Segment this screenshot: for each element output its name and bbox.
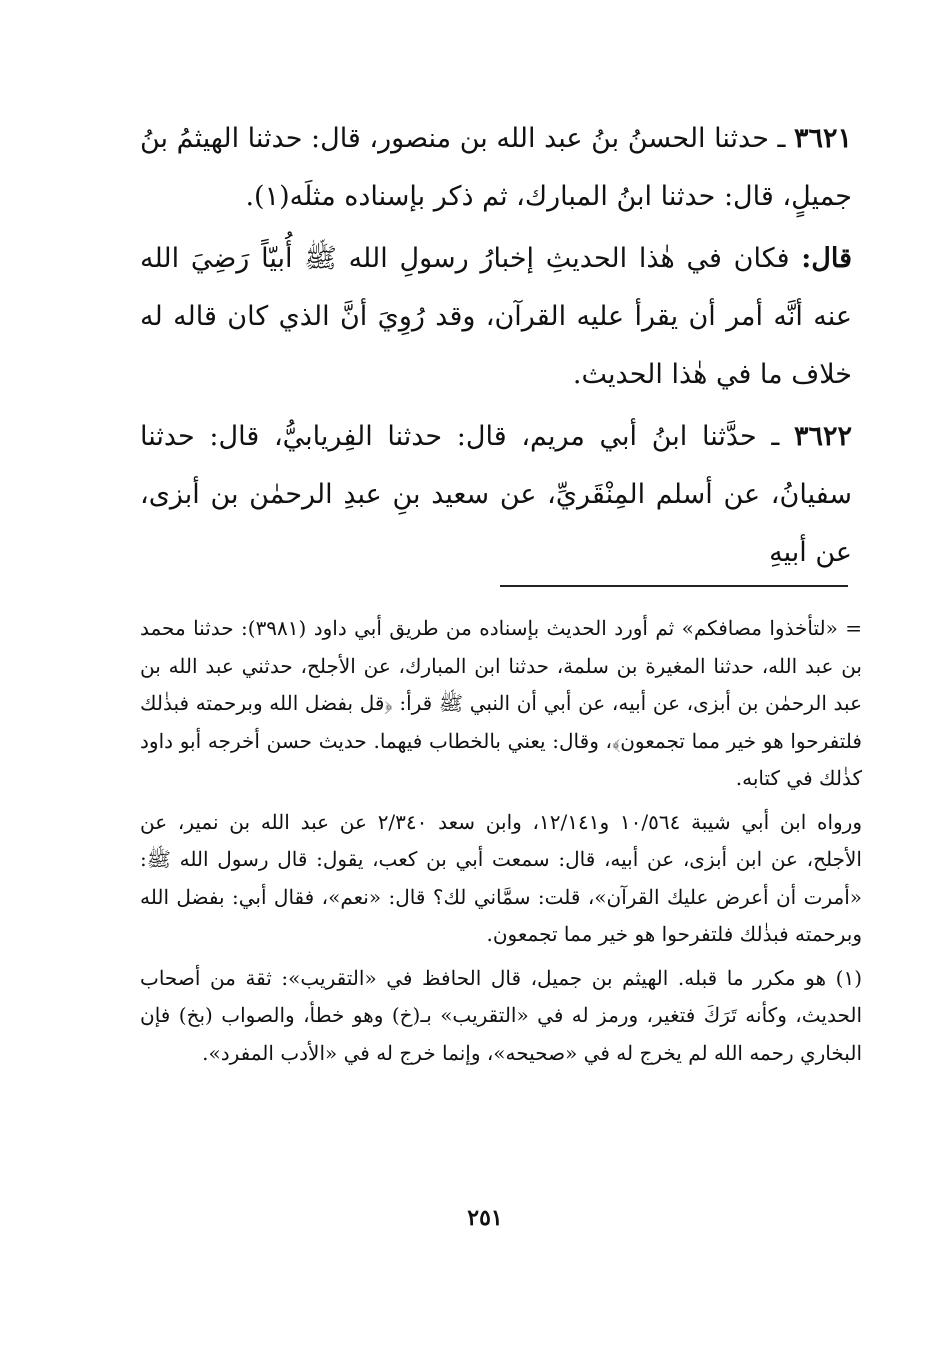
page-number: ٢٥١ [467, 1205, 503, 1231]
hadith-number: ٣٦٢١ [793, 123, 852, 154]
hadith-number: ٣٦٢٢ [793, 421, 852, 452]
hadith-text: ـ حدثنا الحسنُ بنُ عبد الله بن منصور، قال: حدثنا الهيثمُ بنُ جميلٍ، قال: حدثنا ابنُ المبارك، ثم ذكر بإسناده مثلَه(١). [139, 123, 852, 212]
hadith-3622 [140, 408, 852, 582]
commentary-lead: قال: [801, 243, 852, 274]
footnote-narration: ورواه ابن أبي شيبة ١٠/٥٦٤ و١٢/١٤١، وابن سعد ٢/٣٤٠ عن عبد الله بن نمير، عن الأجلح، عن ابن أبزى، عن أبيه، قال: سمعت أبي بن كعب، يقول: قال رسول الله ﷺ: «أمرت أن أعرض عليك القرآن»، قلت: سمَّاني لك؟ قال: «نعم»، فقال أبي: بفضل الله وبرحمته فبذٰلك فلتفرحوا هو خير مما تجمعون. [140, 809, 863, 946]
footnote-1: (١) هو مكرر ما قبله. الهيثم بن جميل، قال الحافظ في «التقريب»: ثقة من أصحاب الحديث، وكأنه تَرَكَ فتغير، ورمز له في «التقريب» بـ(خ) وهو خطأ، والصواب (بخ) فإن البخاري رحمه الله لم يخرج له في «صحيحه»، وإنما خرج له في «الأدب المفرد». [140, 965, 862, 1065]
commentary-paragraph [140, 230, 852, 404]
main-text [140, 110, 852, 582]
footnote-separator [500, 585, 848, 587]
commentary-text: فكان في هٰذا الحديثِ إخبارُ رسولِ الله ﷺ أُبيّاً رَضِيَ الله عنه أنَّه أمر أن يقرأ عليه القرآن، وقد رُوِيَ أنَّ الذي كان قاله له خلاف ما في هٰذا الحديث. [140, 243, 852, 390]
hadith-text: ـ حدَّثنا ابنُ أبي مريم، قال: حدثنا الفِريابيُّ، قال: حدثنا سفيانُ، عن أسلم المِنْقَريِّ، عن سعيد بنِ عبدِ الرحمٰن بن أبزى، عن أبيهِ [140, 421, 852, 568]
hadith-3621 [140, 110, 852, 226]
footnote-continuation: = «لتأخذوا مصافكم» ثم أورد الحديث بإسناده من طريق أبي داود (٣٩٨١): حدثنا محمد بن عبد الله، حدثنا المغيرة بن سلمة، حدثنا ابن المبارك، عن الأجلح، حدثني عبد الله بن عبد الرحمٰن بن أبزى، عن أبيه، عن أبي أن النبي ﷺ قرأ: ﴿قل بفضل الله وبرحمته فبذٰلك فلتفرحوا هو خير مما تجمعون﴾، وقال: يعني بالخطاب فيهما. حديث حسن أخرجه أبو داود كذٰلك في كتابه. [140, 616, 863, 790]
footnotes [140, 610, 862, 1072]
